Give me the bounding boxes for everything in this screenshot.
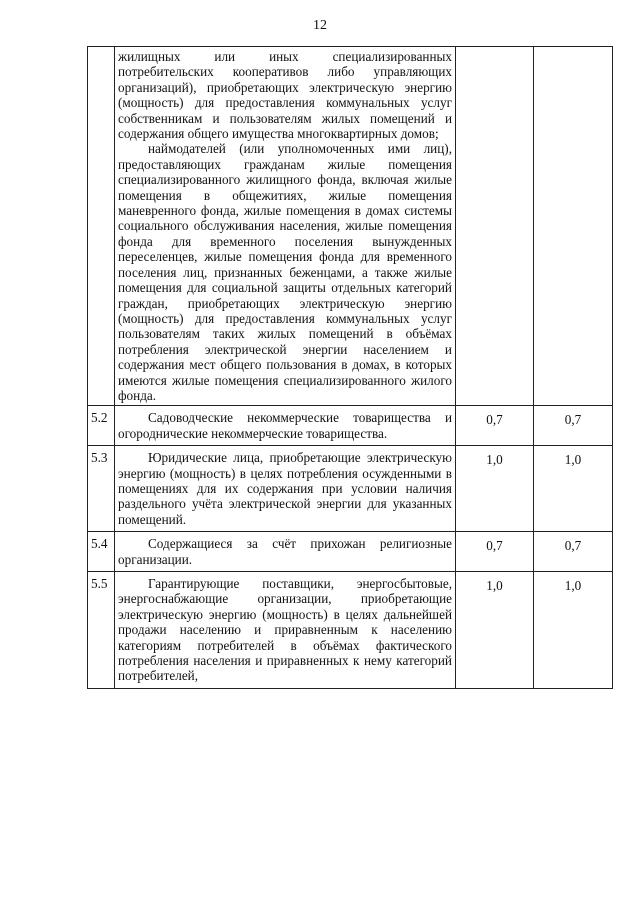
- coefficient-value-2: 1,0: [534, 446, 613, 532]
- coefficient-value-1: 1,0: [456, 446, 534, 532]
- coefficient-value-2: [534, 47, 613, 406]
- row-description: [115, 572, 456, 689]
- table-row: [88, 406, 613, 446]
- paragraph: наймодателей (или уполномоченных ими лиц), предоставляющих гражданам жилые помещения специализированного жилищного фонда, включая жилые помещения в общежитиях, жилые помещения маневренного фонда, жилые помещения в домах системы социального обслуживания населения, жилые помещения фонда для временного поселения вынужденных переселенцев, жилые помещения фонда для временного поселения лиц, признанных беженцами, а также жилые помещения для социальной защиты отдельных категорий граждан, приобретающих электрическую энергию (мощность) для предоставления коммунальных услуг пользователям таких жилых помещений в объёмах потребления электрической энергии населением и содержания мест общего пользования в домах, в которых имеются жилые помещения специализированного жилого фонда.: [118, 141, 452, 403]
- coefficient-value-2: 1,0: [534, 572, 613, 689]
- tariff-coefficient-table: [87, 46, 613, 689]
- coefficient-value-1: 0,7: [456, 532, 534, 572]
- paragraph: Садоводческие некоммерческие товарищества и огороднические некоммерческие товарищества.: [118, 410, 452, 441]
- coefficient-value-1: 0,7: [456, 406, 534, 446]
- page-number: 12: [313, 18, 327, 33]
- row-number: 5.2: [88, 406, 115, 446]
- row-description: [115, 47, 456, 406]
- row-number: [88, 47, 115, 406]
- row-number: 5.5: [88, 572, 115, 689]
- table-row: [88, 532, 613, 572]
- coefficient-value-2: 0,7: [534, 406, 613, 446]
- table-row: [88, 572, 613, 689]
- row-number: 5.3: [88, 446, 115, 532]
- coefficient-value-1: 1,0: [456, 572, 534, 689]
- row-description: [115, 406, 456, 446]
- paragraph: Гарантирующие поставщики, энергосбытовые, энергоснабжающие организации, приобретающие электрическую энергию (мощность) в целях дальнейшей продажи населению и приравненным к населению категориям потребителей в объёмах фактического потребления населения и приравненных к нему категорий потребителей,: [118, 576, 452, 684]
- paragraph: Юридические лица, приобретающие электрическую энергию (мощность) в целях потребления осужденными в помещениях для их содержания при условии наличия раздельного учёта электрической энергии для указанных помещений.: [118, 450, 452, 527]
- paragraph: Содержащиеся за счёт прихожан религиозные организации.: [118, 536, 452, 567]
- table-row: [88, 47, 613, 406]
- row-description: [115, 532, 456, 572]
- coefficient-value-1: [456, 47, 534, 406]
- row-description: [115, 446, 456, 532]
- table-row: [88, 446, 613, 532]
- row-number: 5.4: [88, 532, 115, 572]
- coefficient-value-2: 0,7: [534, 532, 613, 572]
- paragraph: жилищных или иных специализированных потребительских кооперативов либо управляющих организаций), приобретающих электрическую энергию (мощность) для предоставления коммунальных услуг собственникам и пользователям жилых помещений и содержания общего имущества многоквартирных домов;: [118, 49, 452, 142]
